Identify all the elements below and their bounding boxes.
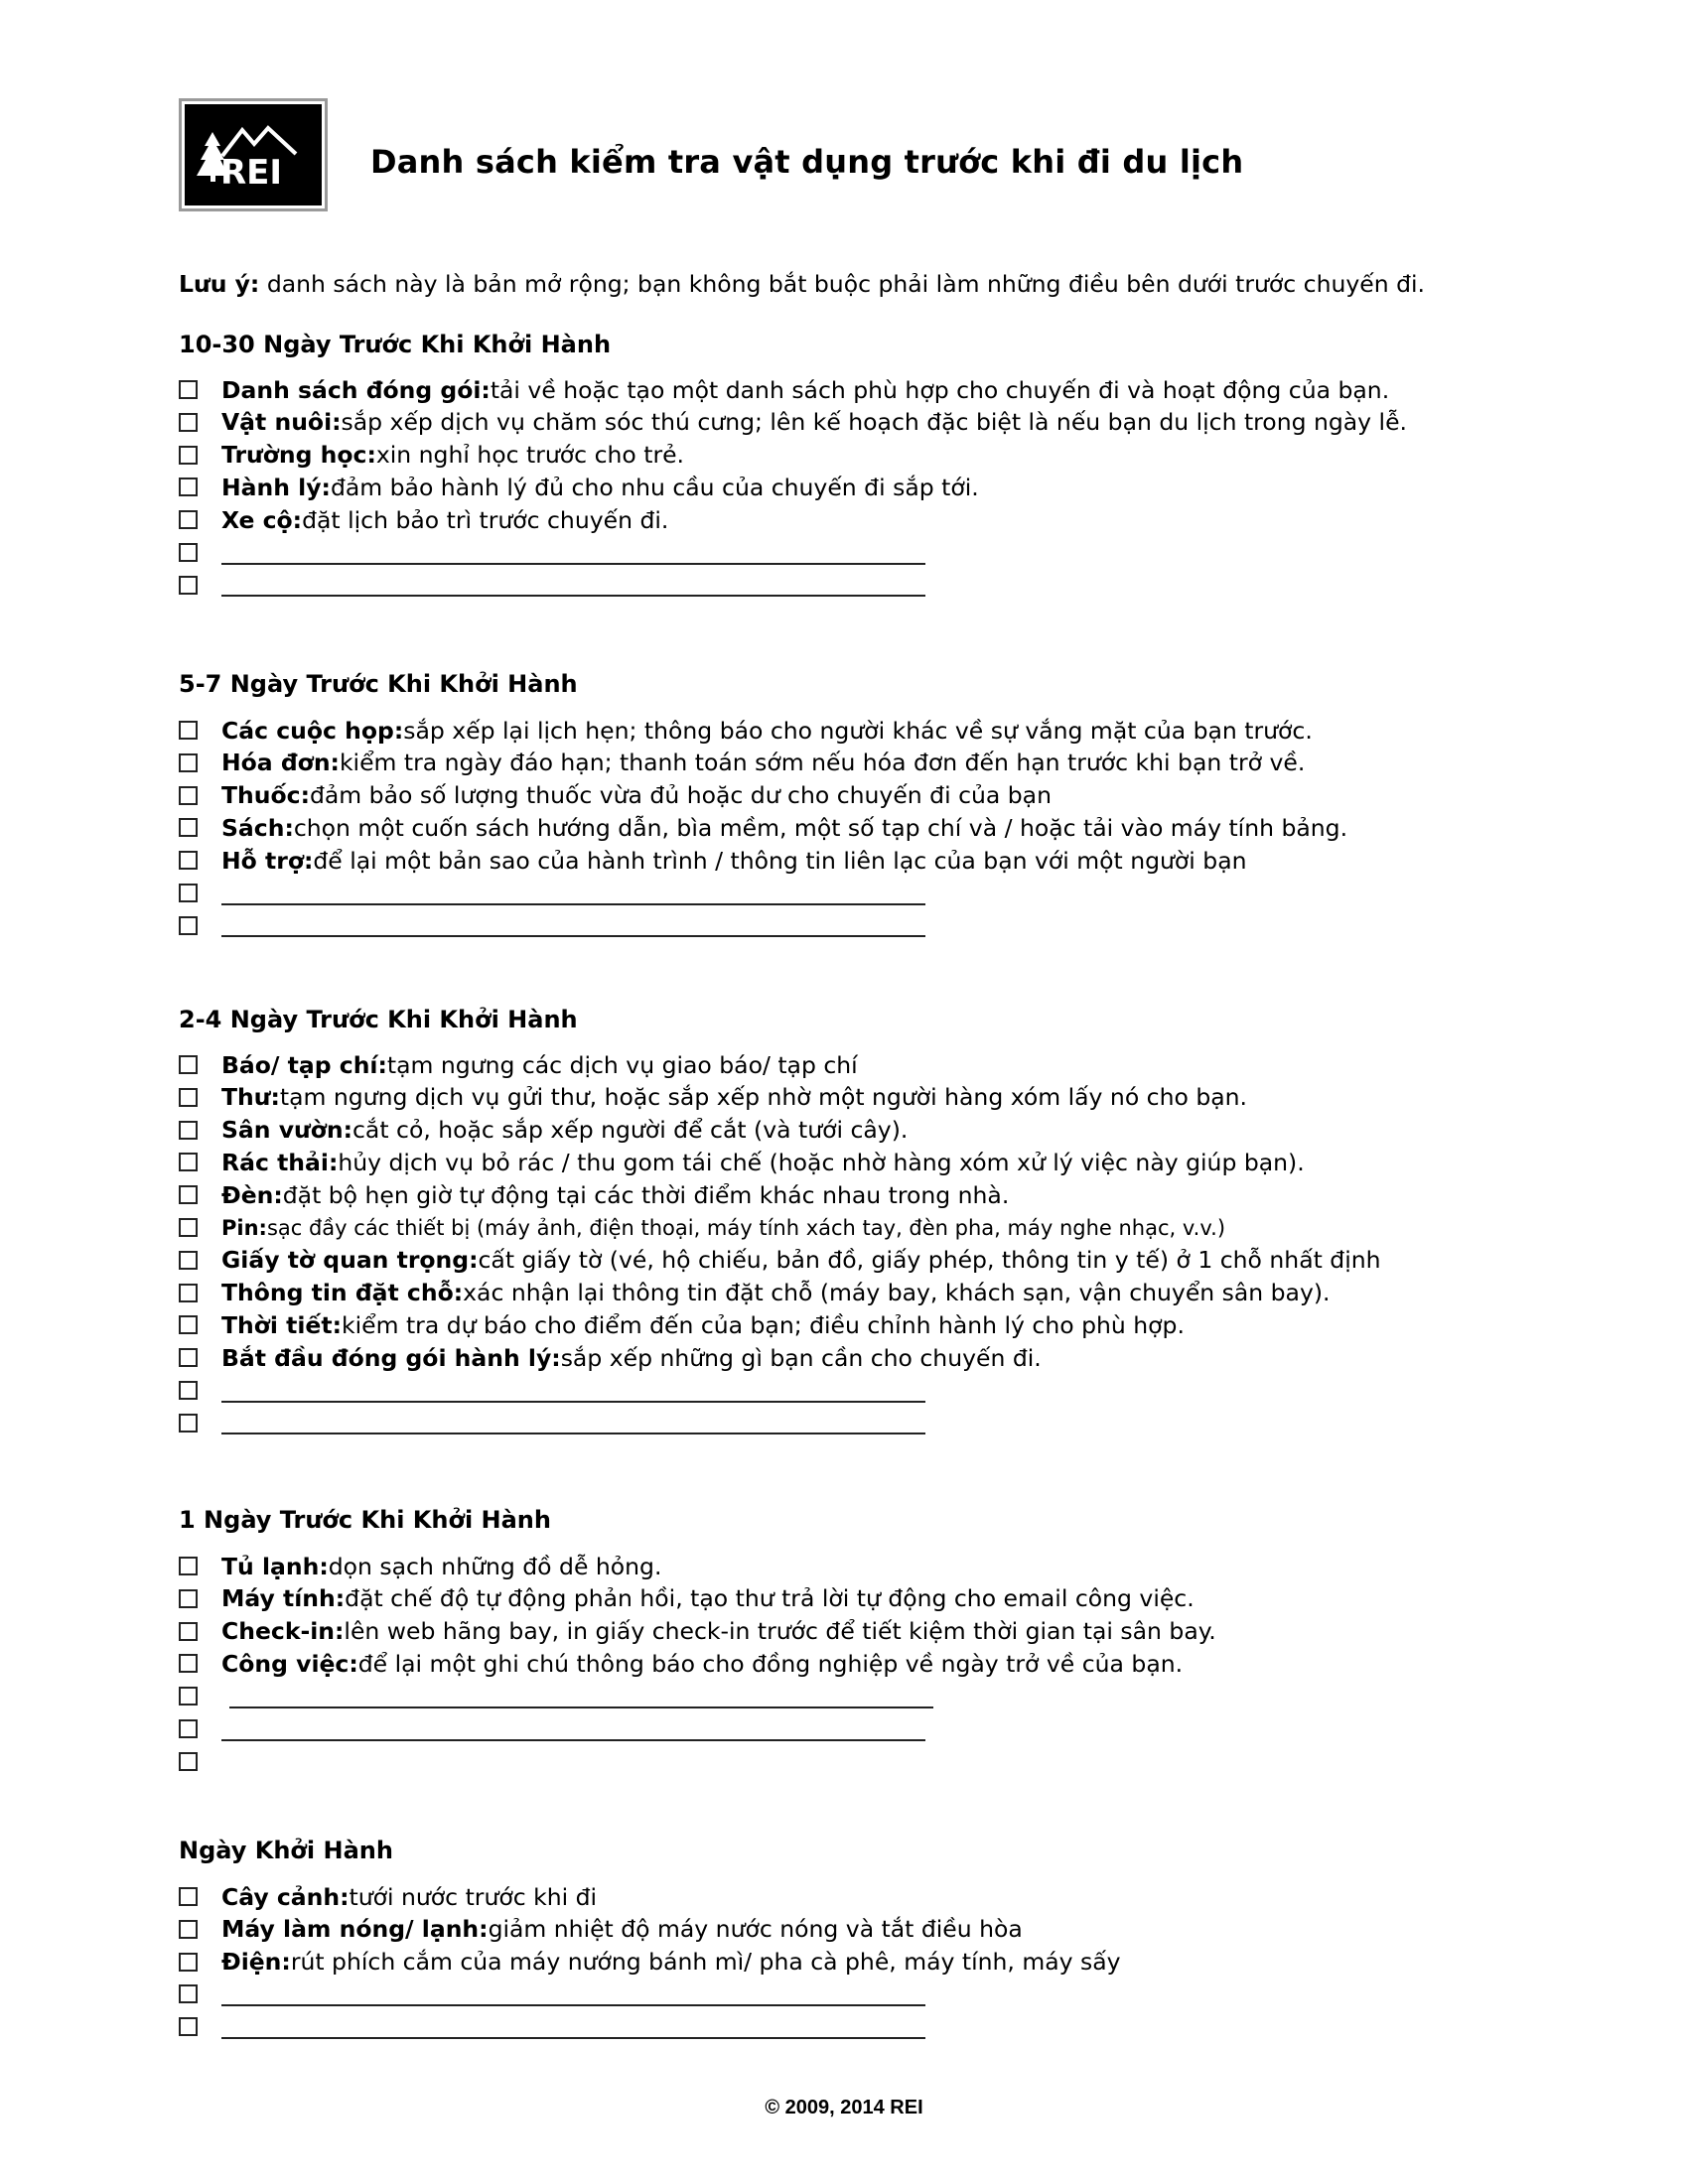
checkbox[interactable] (179, 1622, 198, 1641)
item-text: để lại một ghi chú thông báo cho đồng nghiệp về ngày trở về của bạn. (357, 1649, 1184, 1678)
item-label: Bắt đầu đóng gói hành lý: (221, 1343, 561, 1372)
checklist-item (179, 714, 1313, 747)
section-heading: 1 Ngày Trước Khi Khởi Hành (179, 1506, 551, 1534)
item-label: Hỗ trợ: (221, 846, 314, 875)
item-text: sắp xếp lại lịch hẹn; thông báo cho người khác về sự vắng mặt của bạn trước. (403, 716, 1313, 745)
item-label: Công việc: (221, 1649, 358, 1678)
write-in-line[interactable] (221, 2037, 925, 2039)
checklist-item (179, 1341, 1042, 1374)
checkbox[interactable] (179, 510, 198, 529)
section-heading: 2-4 Ngày Trước Khi Khởi Hành (179, 1006, 578, 1033)
checkbox[interactable] (179, 1348, 198, 1367)
item-text: sắp xếp những gì bạn cần cho chuyến đi. (560, 1343, 1042, 1372)
checkbox[interactable] (179, 380, 198, 399)
checklist-item (179, 373, 1389, 406)
item-label: Thư: (221, 1083, 280, 1112)
checklist-item (179, 1550, 661, 1582)
note (179, 270, 1425, 298)
copyright-footer: © 2009, 2014 REI (765, 2097, 923, 2118)
item-label: Cây cảnh: (221, 1882, 350, 1911)
item-text: kiểm tra dự báo cho điểm đến của bạn; điều chỉnh hành lý cho phù hợp. (342, 1310, 1185, 1339)
checklist-item (179, 1048, 858, 1081)
checklist-item (179, 1880, 597, 1913)
write-in-line[interactable] (221, 595, 925, 597)
item-label: Máy làm nóng/ lạnh: (221, 1915, 489, 1944)
checklist-item (179, 811, 1347, 844)
item-label: Trường học: (221, 441, 376, 470)
logo-text: REI (220, 153, 283, 193)
blank-checklist-item (179, 1745, 221, 1778)
write-in-line[interactable] (221, 1401, 925, 1403)
blank-checklist-item (179, 909, 925, 942)
checklist-item (179, 1647, 1183, 1680)
checkbox[interactable] (179, 1984, 198, 2003)
item-text: đảm bảo số lượng thuốc vừa đủ hoặc dư cho chuyến đi của bạn (309, 781, 1052, 810)
checkbox[interactable] (179, 1557, 198, 1575)
checkbox[interactable] (179, 916, 198, 935)
checklist-item (179, 406, 1407, 439)
item-text: hủy dịch vụ bỏ rác / thu gom tái chế (hoặc nhờ hàng xóm xử lý việc này giúp bạn). (338, 1148, 1305, 1176)
item-label: Sách: (221, 813, 294, 842)
checklist-item (179, 779, 1052, 812)
item-text: cắt cỏ, hoặc sắp xếp người để cắt (và tưới cây). (352, 1116, 909, 1145)
checkbox[interactable] (179, 1055, 198, 1074)
write-in-line[interactable] (221, 1739, 925, 1741)
note-label: Lưu ý: (179, 270, 260, 298)
item-label: Tủ lạnh: (221, 1552, 329, 1580)
item-text: cất giấy tờ (vé, hộ chiếu, bản đồ, giấy phép, thông tin y tế) ở 1 chỗ nhất định (478, 1246, 1381, 1275)
checkbox[interactable] (179, 1414, 198, 1433)
checkbox[interactable] (179, 1687, 198, 1706)
checklist-item (179, 1913, 1023, 1946)
item-text: giảm nhiệt độ máy nước nóng và tắt điều hòa (488, 1915, 1023, 1944)
blank-checklist-item (179, 536, 925, 569)
checkbox[interactable] (179, 1752, 198, 1771)
checkbox[interactable] (179, 1589, 198, 1608)
item-text: dọn sạch những đồ dễ hỏng. (328, 1552, 662, 1580)
item-text: sạc đầy các thiết bị (máy ảnh, điện thoại, máy tính xách tay, đèn pha, máy nghe nhạc, v.v.) (266, 1215, 1226, 1240)
checkbox[interactable] (179, 1953, 198, 1972)
item-text: đặt lịch bảo trì trước chuyến đi. (302, 505, 669, 534)
checkbox[interactable] (179, 1153, 198, 1171)
checkbox[interactable] (179, 478, 198, 496)
checkbox[interactable] (179, 1218, 198, 1237)
item-label: Đèn: (221, 1180, 283, 1209)
item-label: Check-in: (221, 1617, 345, 1646)
checklist-item (179, 439, 684, 472)
item-text: chọn một cuốn sách hướng dẫn, bìa mềm, một số tạp chí và / hoặc tải vào máy tính bảng. (293, 813, 1348, 842)
blank-checklist-item (179, 1712, 925, 1745)
write-in-line[interactable] (221, 563, 925, 565)
item-text: tưới nước trước khi đi (349, 1882, 598, 1911)
checklist-item (179, 1178, 1009, 1211)
blank-checklist-item (179, 569, 925, 602)
checklist-item (179, 747, 1305, 779)
item-label: Pin: (221, 1215, 267, 1240)
section-heading: 5-7 Ngày Trước Khi Khởi Hành (179, 670, 578, 698)
blank-checklist-item (179, 2010, 925, 2043)
item-label: Các cuộc họp: (221, 716, 404, 745)
item-label: Giấy tờ quan trọng: (221, 1246, 479, 1275)
write-in-line[interactable] (221, 1433, 925, 1434)
checklist-item (179, 1081, 1247, 1114)
blank-checklist-item (179, 1978, 925, 2010)
item-text: kiểm tra ngày đáo hạn; thanh toán sớm nếu hóa đơn đến hạn trước khi bạn trở về. (339, 749, 1306, 777)
item-label: Sân vườn: (221, 1116, 353, 1145)
checkbox[interactable] (179, 721, 198, 740)
checkbox[interactable] (179, 1887, 198, 1906)
checkbox[interactable] (179, 576, 198, 595)
write-in-line[interactable] (221, 935, 925, 937)
checklist-item (179, 471, 979, 503)
item-text: đảm bảo hành lý đủ cho nhu cầu của chuyến đi sắp tới. (330, 473, 979, 501)
checkbox[interactable] (179, 753, 198, 772)
checklist-item (179, 1615, 1216, 1648)
checkbox[interactable] (179, 446, 198, 465)
item-label: Xe cộ: (221, 505, 303, 534)
item-text: để lại một bản sao của hành trình / thông tin liên lạc của bạn với một người bạn (313, 846, 1247, 875)
item-label: Điện: (221, 1948, 291, 1977)
checkbox[interactable] (179, 1185, 198, 1204)
item-text: tải về hoặc tạo một danh sách phù hợp cho chuyến đi và hoạt động của bạn. (490, 375, 1390, 404)
section-heading: 10-30 Ngày Trước Khi Khởi Hành (179, 331, 612, 358)
checkbox[interactable] (179, 786, 198, 805)
blank-checklist-item (179, 1680, 933, 1712)
document-title: Danh sách kiểm tra vật dụng trước khi đi du lịch (370, 143, 1244, 181)
blank-checklist-item (179, 1374, 925, 1407)
item-text: sắp xếp dịch vụ chăm sóc thú cưng; lên kế hoạch đặc biệt là nếu bạn du lịch trong ngày lễ. (341, 408, 1408, 437)
item-text: tạm ngưng các dịch vụ giao báo/ tạp chí (386, 1050, 858, 1079)
item-label: Thuốc: (221, 781, 310, 810)
checklist-item (179, 1146, 1305, 1178)
checkbox[interactable] (179, 818, 198, 837)
section-heading: Ngày Khởi Hành (179, 1837, 393, 1864)
checkbox[interactable] (179, 1654, 198, 1673)
checklist-item (179, 1582, 1195, 1615)
checkbox[interactable] (179, 1284, 198, 1302)
item-label: Thời tiết: (221, 1310, 342, 1339)
rei-logo (179, 98, 328, 211)
item-text: xác nhận lại thông tin đặt chỗ (máy bay, khách sạn, vận chuyển sân bay). (463, 1279, 1331, 1307)
checkbox[interactable] (179, 1251, 198, 1270)
item-label: Hóa đơn: (221, 749, 340, 777)
item-label: Thông tin đặt chỗ: (221, 1279, 464, 1307)
item-text: tạm ngưng dịch vụ gửi thư, hoặc sắp xếp nhờ một người hàng xóm lấy nó cho bạn. (279, 1083, 1248, 1112)
checkbox[interactable] (179, 413, 198, 432)
checkbox[interactable] (179, 884, 198, 902)
checklist-item (179, 1277, 1331, 1309)
item-text: lên web hãng bay, in giấy check-in trước để tiết kiệm thời gian tại sân bay. (344, 1617, 1216, 1646)
blank-checklist-item (179, 877, 925, 909)
checkbox[interactable] (179, 851, 198, 870)
write-in-line[interactable] (229, 1706, 933, 1708)
checkbox[interactable] (179, 2017, 198, 2036)
checklist-item (179, 1244, 1381, 1277)
checklist-item (179, 503, 668, 536)
item-label: Hành lý: (221, 473, 331, 501)
item-text: đặt bộ hẹn giờ tự động tại các thời điểm khác nhau trong nhà. (282, 1180, 1010, 1209)
checkbox[interactable] (179, 1719, 198, 1738)
item-text: rút phích cắm của máy nướng bánh mì/ pha cà phê, máy tính, máy sấy (290, 1948, 1121, 1977)
item-text: xin nghỉ học trước cho trẻ. (375, 441, 685, 470)
write-in-line[interactable] (221, 903, 925, 905)
item-label: Danh sách đóng gói: (221, 375, 491, 404)
checklist-item (179, 1308, 1185, 1341)
item-text: đặt chế độ tự động phản hồi, tạo thư trả lời tự động cho email công việc. (345, 1584, 1195, 1613)
blank-checklist-item (179, 1407, 925, 1439)
note-text: danh sách này là bản mở rộng; bạn không bắt buộc phải làm những điều bên dưới trước chuyến đi. (259, 270, 1426, 298)
checklist-item (179, 1946, 1121, 1979)
item-label: Rác thải: (221, 1148, 339, 1176)
checkbox[interactable] (179, 1088, 198, 1107)
write-in-line[interactable] (221, 2004, 925, 2006)
checkbox[interactable] (179, 1315, 198, 1334)
checkbox[interactable] (179, 1920, 198, 1939)
checkbox[interactable] (179, 543, 198, 562)
checkbox[interactable] (179, 1381, 198, 1400)
item-label: Vật nuôi: (221, 408, 342, 437)
checklist-item (179, 1211, 1225, 1244)
item-label: Báo/ tạp chí: (221, 1050, 387, 1079)
item-label: Máy tính: (221, 1584, 346, 1613)
checkbox[interactable] (179, 1121, 198, 1140)
checklist-item (179, 844, 1247, 877)
checklist-item (179, 1114, 908, 1147)
mountain-tree-logo-icon (185, 104, 322, 205)
